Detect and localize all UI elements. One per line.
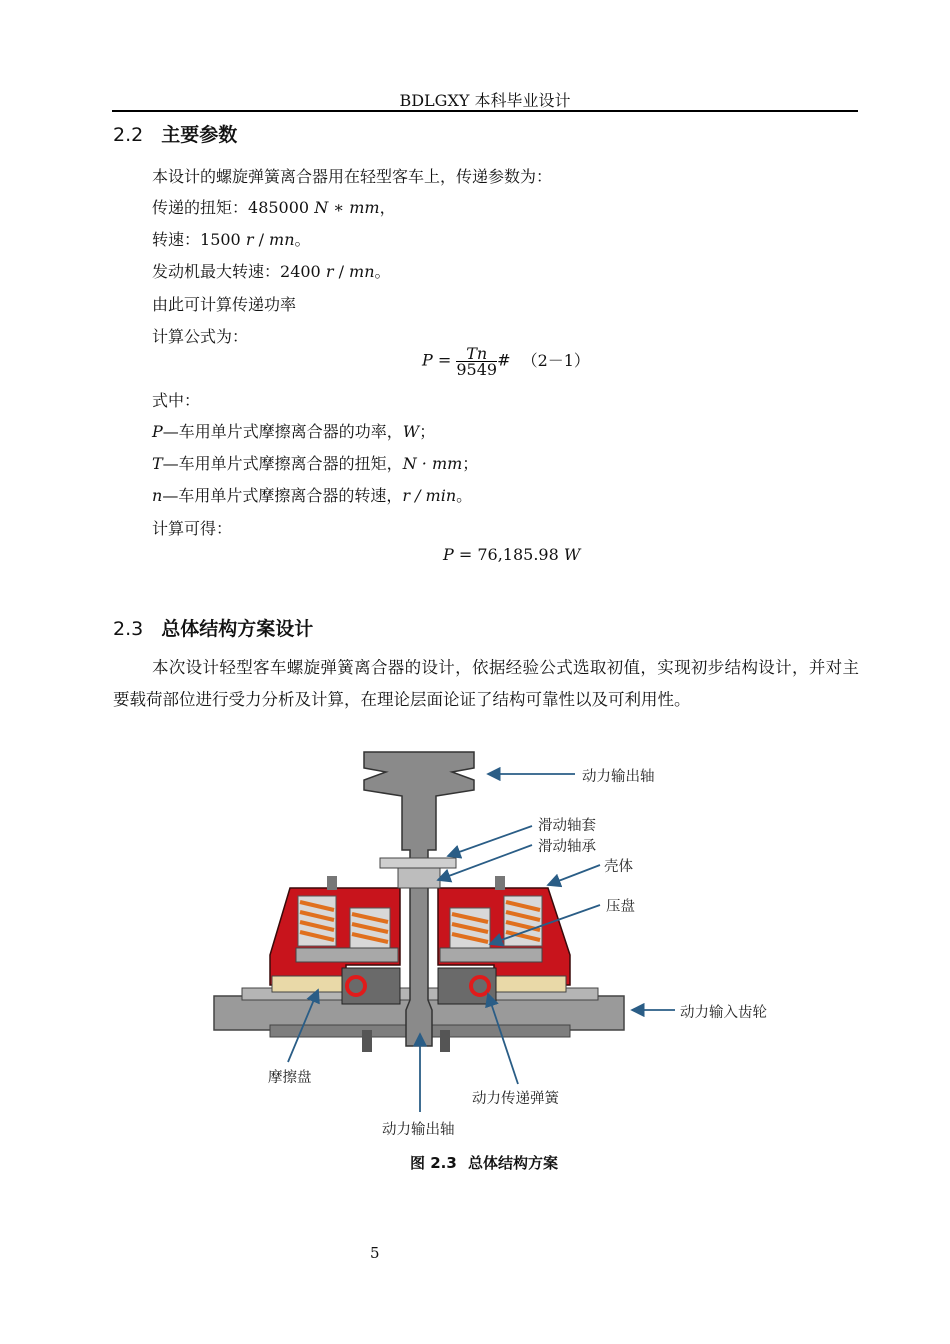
def-n-var: n	[152, 486, 163, 505]
torque-value: 485000	[248, 198, 310, 217]
speed-value: 1500	[200, 230, 241, 249]
friction-disc-right	[494, 976, 566, 992]
caption-title: 总体结构方案	[468, 1154, 559, 1172]
engine-label: 发动机最大转速：	[152, 262, 281, 281]
torque-unit-n: N	[314, 198, 329, 217]
caption-prefix: 图 2.3	[410, 1154, 457, 1172]
torque-line	[152, 195, 396, 218]
section-number: 2.3	[113, 618, 144, 640]
label-output-shaft-bottom: 动力输出轴	[382, 1122, 455, 1138]
engine-unit-r: r	[325, 262, 334, 281]
friction-disc-left	[272, 976, 344, 992]
def-p-unit: W	[402, 422, 420, 441]
formula-tag: （2－1）	[521, 350, 590, 370]
def-t-end: ；	[462, 454, 479, 473]
def-n-text: —车用单片式摩擦离合器的转速，	[162, 486, 403, 505]
def-t-line	[152, 451, 478, 474]
section-heading-2-3	[113, 614, 313, 641]
engine-speed-line	[152, 259, 391, 282]
page-number: 5	[370, 1244, 380, 1262]
bearing-block-left	[342, 968, 400, 1004]
def-p-line	[152, 419, 435, 442]
formula-lhs: P	[422, 350, 433, 370]
figure-caption	[410, 1152, 558, 1173]
running-header: BDLGXY 本科毕业设计	[399, 91, 571, 110]
result-unit: W	[563, 545, 581, 564]
pressure-plate-left	[296, 948, 398, 962]
torque-unit-mm: mm	[349, 198, 380, 217]
label-pressure-plate: 压盘	[606, 899, 635, 915]
torque-star: ∗	[328, 198, 350, 217]
intro-line: 本设计的螺旋弹簧离合器用在轻型客车上，传递参数为：	[152, 167, 553, 186]
result-lhs: P	[443, 545, 454, 564]
def-p-text: —车用单片式摩擦离合器的功率，	[162, 422, 403, 441]
power-formula	[422, 346, 590, 376]
torque-label: 传递的扭矩：	[152, 198, 249, 217]
label-output-shaft-top: 动力输出轴	[582, 769, 655, 785]
def-t-text: —车用单片式摩擦离合器的扭矩，	[162, 454, 403, 473]
section-number: 2.2	[113, 124, 144, 146]
engine-value: 2400	[280, 262, 321, 281]
formula-hash: #	[497, 350, 511, 370]
calc-power-line: 由此可计算传递功率	[152, 295, 297, 314]
top-bolt-left	[327, 876, 337, 890]
def-t-unit: N · mm	[402, 454, 463, 473]
formula-numerator: Tn	[456, 346, 497, 362]
label-friction-disc: 摩擦盘	[268, 1070, 312, 1086]
pressure-plate-right	[440, 948, 542, 962]
speed-slash: /	[253, 230, 270, 249]
section-title: 主要参数	[161, 124, 238, 146]
label-input-gear: 动力输入齿轮	[680, 1005, 767, 1021]
engine-end: 。	[374, 262, 391, 281]
sliding-bearing	[398, 868, 440, 888]
bolt-left	[362, 1030, 372, 1052]
result-label: 计算可得：	[152, 519, 233, 538]
result-value: 76,185.98	[477, 545, 559, 564]
torque-end: ，	[379, 198, 396, 217]
speed-line	[152, 227, 311, 250]
label-sliding-bearing: 滑动轴承	[538, 839, 596, 855]
label-sliding-sleeve: 滑动轴套	[538, 818, 596, 834]
section-heading-2-2	[113, 120, 237, 147]
formula-denominator: 9549	[456, 360, 498, 376]
def-p-var: P	[152, 422, 163, 441]
bolt-right	[440, 1030, 450, 1052]
def-p-end: ；	[419, 422, 436, 441]
speed-unit-mn: mn	[269, 230, 295, 249]
label-housing: 壳体	[604, 859, 633, 875]
top-bolt-right	[495, 876, 505, 890]
speed-label: 转速：	[152, 230, 201, 249]
def-n-end: 。	[456, 486, 473, 505]
label-transmission-spring: 动力传递弹簧	[472, 1091, 559, 1107]
def-t-var: T	[152, 454, 163, 473]
engine-unit-mn: mn	[349, 262, 375, 281]
result-formula	[443, 545, 580, 564]
formula-fraction	[456, 346, 497, 376]
def-n-unit: r / min	[402, 486, 457, 505]
speed-end: 。	[294, 230, 311, 249]
formula-eq: =	[432, 350, 457, 370]
def-n-line	[152, 483, 472, 506]
speed-unit-r: r	[245, 230, 254, 249]
result-eq: =	[453, 545, 478, 564]
formula-label: 计算公式为：	[152, 327, 249, 346]
where-label: 式中：	[152, 391, 201, 410]
header-rule	[112, 110, 858, 112]
engine-slash: /	[333, 262, 350, 281]
section-title: 总体结构方案设计	[161, 618, 314, 640]
sliding-sleeve	[380, 858, 456, 868]
section-2-3-paragraph: 本次设计轻型客车螺旋弹簧离合器的设计，依据经验公式选取初值，实现初步结构设计，并对主要载荷部位进行受力分析及计算，在理论层面论证了结构可靠性以及可利用性。	[113, 658, 859, 709]
